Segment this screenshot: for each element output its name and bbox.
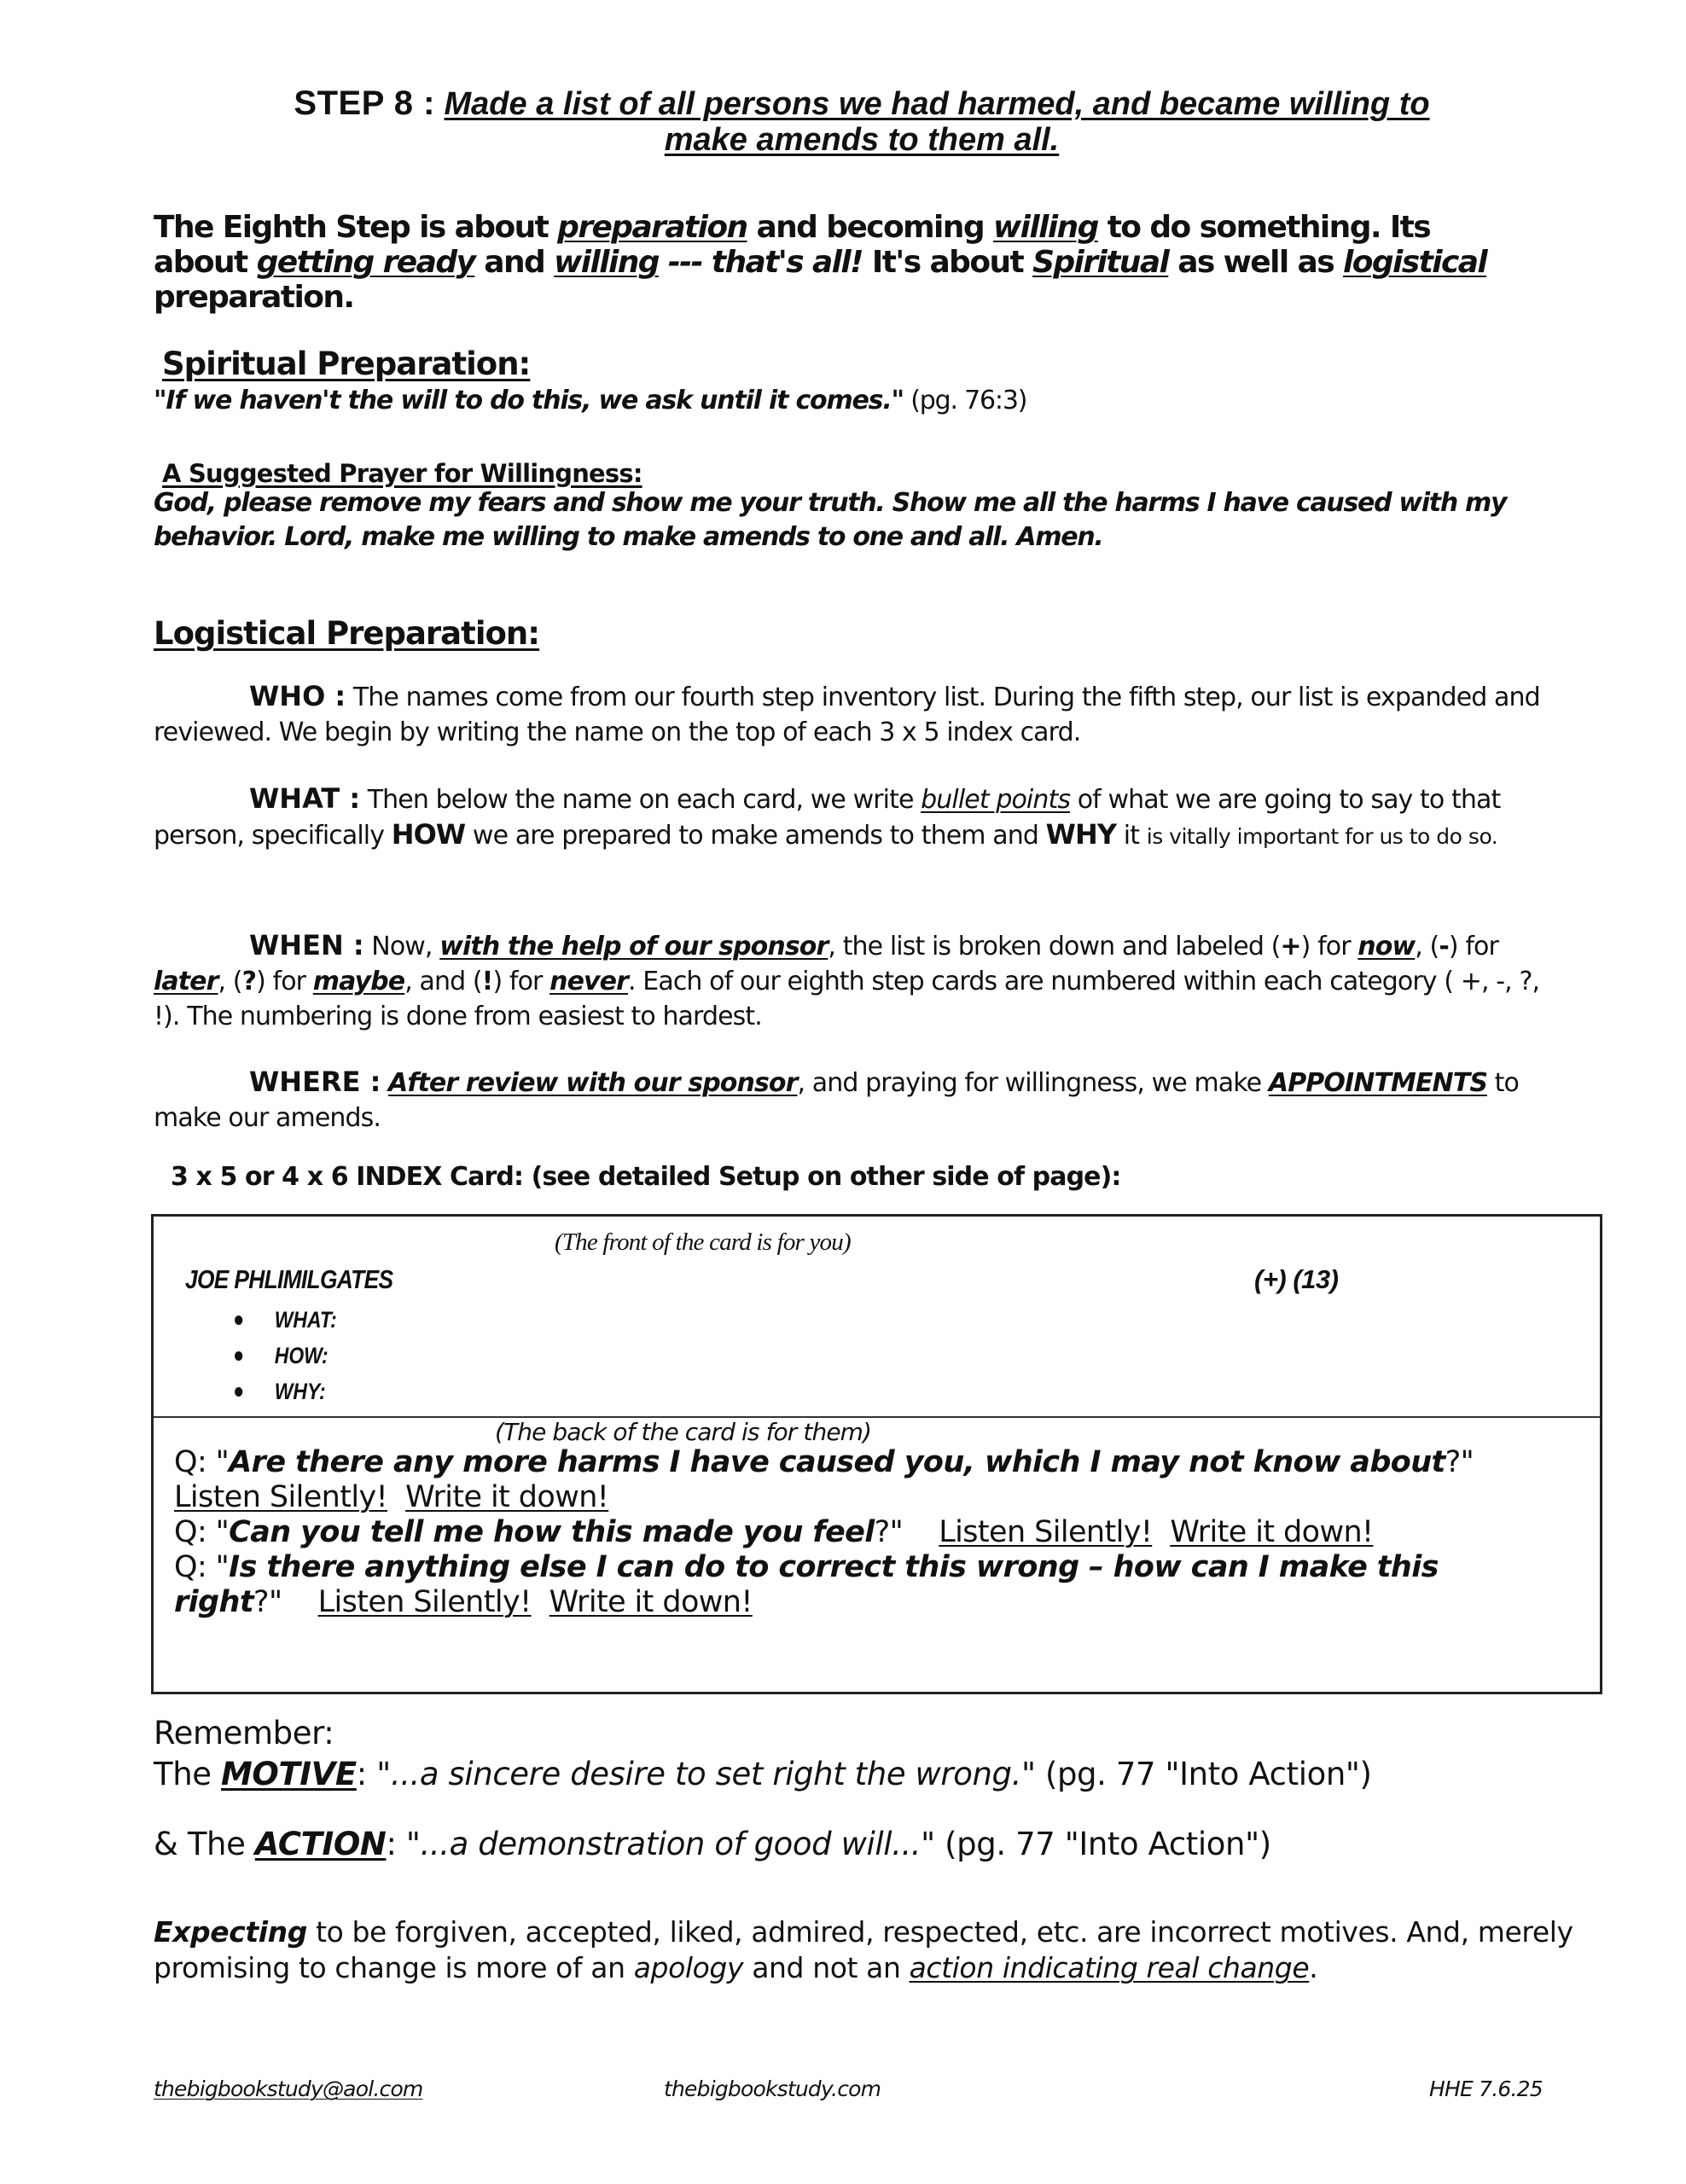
bullet-label: WHAT:: [274, 1307, 337, 1333]
what-emphasis: bullet points: [921, 785, 1071, 815]
card-tag: (+) (13): [1254, 1264, 1339, 1294]
when-text: Now,: [363, 932, 440, 961]
action-colon: :: [386, 1826, 406, 1862]
write-instruction: Write it down!: [549, 1585, 753, 1619]
motive-line: [154, 1754, 1604, 1795]
apology-emphasis: apology: [633, 1951, 744, 1984]
bullet-item: [235, 1338, 337, 1374]
appointments-emphasis: APPOINTMENTS: [1268, 1068, 1488, 1098]
action-emphasis: action indicating real change: [909, 1951, 1310, 1984]
when-emphasis: later: [154, 967, 218, 996]
action-quote: "...a demonstration of good will...": [405, 1826, 935, 1862]
intro-text: The Eighth Step is about: [154, 210, 558, 245]
why-keyword: WHY: [1045, 818, 1117, 851]
what-text: it: [1116, 821, 1147, 851]
intro-emphasis: --- that's all!: [658, 245, 863, 280]
where-emphasis: After review with our sponsor: [388, 1068, 798, 1098]
quote-text: "If we haven't the will to do this, we ask until it comes.": [154, 386, 904, 415]
footer-site: thebigbookstudy.com: [664, 2077, 881, 2101]
intro-emphasis: willing: [554, 245, 659, 280]
when-emphasis: maybe: [312, 967, 405, 996]
question-prefix: Q: ": [174, 1445, 230, 1479]
card-bullet-list: [235, 1302, 355, 1409]
when-emphasis: now: [1358, 932, 1416, 961]
intro-emphasis: Spiritual: [1032, 245, 1169, 280]
question-suffix: ?": [1445, 1445, 1474, 1479]
question-suffix: ?": [874, 1515, 904, 1549]
back-note: (The back of the card is for them): [495, 1418, 872, 1446]
when-text: , and (: [404, 967, 482, 996]
write-instruction: Write it down!: [1170, 1515, 1374, 1549]
what-paragraph: [154, 781, 1570, 854]
closing-text: .: [1309, 1951, 1318, 1984]
where-text: to make our amends.: [154, 1068, 1519, 1133]
intro-text: and becoming: [747, 210, 993, 245]
bullet-label: HOW:: [274, 1343, 328, 1368]
bullet-label: WHY:: [274, 1379, 326, 1404]
when-paragraph: [154, 928, 1570, 1034]
listen-instruction: Listen Silently!: [174, 1480, 387, 1514]
intro-emphasis: getting ready: [256, 245, 475, 280]
intro-text: and: [474, 245, 555, 280]
bullet-item: [235, 1302, 337, 1338]
motive-colon: :: [356, 1756, 377, 1792]
step-label: STEP 8 :: [294, 84, 435, 122]
intro-paragraph: [154, 210, 1519, 315]
prayer-heading: A Suggested Prayer for Willingness:: [162, 459, 642, 488]
question-text: Is there anything else I can do to correct this wrong – how can I make this right: [174, 1550, 1439, 1619]
card-caption: 3 x 5 or 4 x 6 INDEX Card: (see detailed Setup on other side of page):: [171, 1162, 1121, 1192]
when-label: WHEN :: [249, 929, 364, 961]
page-title: [154, 85, 1570, 158]
motive-quote: "...a sincere desire to set right the wrong.": [376, 1756, 1036, 1792]
prayer-text: God, please remove my fears and show me your truth. Show me all the harms I have caused with my behavior. Lord, make me willing to make amends to one and all. Amen.: [154, 488, 1507, 552]
action-prefix: & The: [154, 1826, 255, 1862]
what-text: we are prepared to make amends to them and: [465, 821, 1046, 851]
intro-text: as well as: [1168, 245, 1343, 280]
what-label: WHAT :: [249, 782, 361, 815]
listen-instruction: Listen Silently!: [939, 1515, 1153, 1549]
step-text-line1: Made a list of all persons we had harmed, and became willing to: [444, 86, 1430, 122]
where-paragraph: [154, 1065, 1570, 1136]
remember-section: [154, 1713, 1604, 1865]
intro-emphasis: logistical: [1343, 245, 1487, 280]
question-1: [174, 1445, 1590, 1515]
action-line: [154, 1824, 1604, 1865]
quote-reference: (pg. 76:3): [903, 386, 1027, 415]
who-label: WHO :: [249, 680, 346, 712]
intro-emphasis: preparation: [557, 210, 747, 245]
when-text: ) for: [1448, 932, 1498, 961]
when-text: , the list is broken down and labeled (: [828, 932, 1281, 961]
spiritual-heading: Spiritual Preparation:: [162, 346, 531, 382]
spiritual-quote: [154, 386, 1519, 416]
motive-reference: (pg. 77 "Into Action"): [1035, 1756, 1372, 1792]
when-text: ) for: [1300, 932, 1358, 961]
bullet-icon: [235, 1351, 242, 1361]
intro-emphasis: willing: [992, 210, 1098, 245]
card-back: [154, 1418, 1600, 1692]
when-text: . Each of our eighth step cards are numbered within each category ( +, -, ?, !). The numbering is done from easiest to hardest.: [154, 967, 1540, 1031]
card-front: [154, 1217, 1600, 1418]
bullet-icon: [235, 1387, 242, 1397]
expecting-keyword: Expecting: [154, 1915, 307, 1949]
question-suffix: ?": [253, 1585, 282, 1619]
symbol-minus: -: [1439, 932, 1449, 961]
where-label: WHERE :: [249, 1066, 381, 1098]
closing-text: to be forgiven, accepted, liked, admired, respected, etc. are incorrect motives. And, merely promising to change is more of an: [154, 1915, 1573, 1984]
remember-label: Remember:: [154, 1715, 334, 1751]
closing-paragraph: [154, 1914, 1587, 1986]
what-text: is vitally important for us to do so.: [1146, 824, 1498, 849]
footer-version: HHE 7.6.25: [1429, 2077, 1543, 2101]
where-text: , and praying for willingness, we make: [797, 1068, 1269, 1098]
question-3: [174, 1550, 1590, 1620]
write-instruction: Write it down!: [405, 1480, 609, 1514]
logistical-heading: Logistical Preparation:: [154, 615, 540, 652]
what-text: of what we are going to say to that person, specifically: [154, 785, 1501, 851]
when-emphasis: never: [549, 967, 629, 996]
action-reference: (pg. 77 "Into Action"): [934, 1826, 1271, 1862]
symbol-plus: +: [1280, 932, 1301, 961]
index-card: [151, 1214, 1602, 1694]
front-note: (The front of the card is for you): [555, 1228, 851, 1256]
question-2: [174, 1515, 1590, 1550]
when-text: , (: [1415, 932, 1439, 961]
motive-prefix: The: [154, 1756, 221, 1792]
card-questions: [174, 1445, 1590, 1620]
action-keyword: ACTION: [254, 1826, 387, 1862]
question-text: Can you tell me how this made you feel: [229, 1515, 875, 1549]
when-text: ) for: [492, 967, 550, 996]
how-keyword: HOW: [391, 818, 466, 851]
card-name: JOE PHLIMILGATES: [185, 1264, 393, 1294]
who-paragraph: [154, 679, 1570, 750]
symbol-question: ?: [241, 967, 257, 996]
intro-text: to do something. Its about: [154, 210, 1431, 280]
when-text: ) for: [256, 967, 313, 996]
closing-text: and not an: [743, 1951, 910, 1984]
question-text: Are there any more harms I have caused you, which I may not know about: [229, 1445, 1445, 1479]
symbol-exclaim: !: [481, 967, 493, 996]
intro-text: It's about: [862, 245, 1033, 280]
intro-text: preparation.: [154, 280, 354, 315]
when-emphasis: with the help of our sponsor: [439, 932, 828, 961]
motive-keyword: MOTIVE: [220, 1756, 357, 1792]
question-prefix: Q: ": [174, 1515, 230, 1549]
listen-instruction: Listen Silently!: [317, 1585, 532, 1619]
question-prefix: Q: ": [174, 1550, 230, 1584]
step-text-line2: make amends to them all.: [664, 122, 1060, 158]
bullet-item: [235, 1374, 337, 1409]
footer-email-link[interactable]: thebigbookstudy@aol.com: [154, 2077, 423, 2101]
bullet-icon: [235, 1316, 242, 1325]
what-text: Then below the name on each card, we write: [360, 785, 921, 815]
when-text: , (: [218, 967, 242, 996]
who-text: The names come from our fourth step inventory list. During the fifth step, our list is expanded and reviewed. We begin by writing the name on the top of each 3 x 5 index card.: [154, 682, 1540, 747]
